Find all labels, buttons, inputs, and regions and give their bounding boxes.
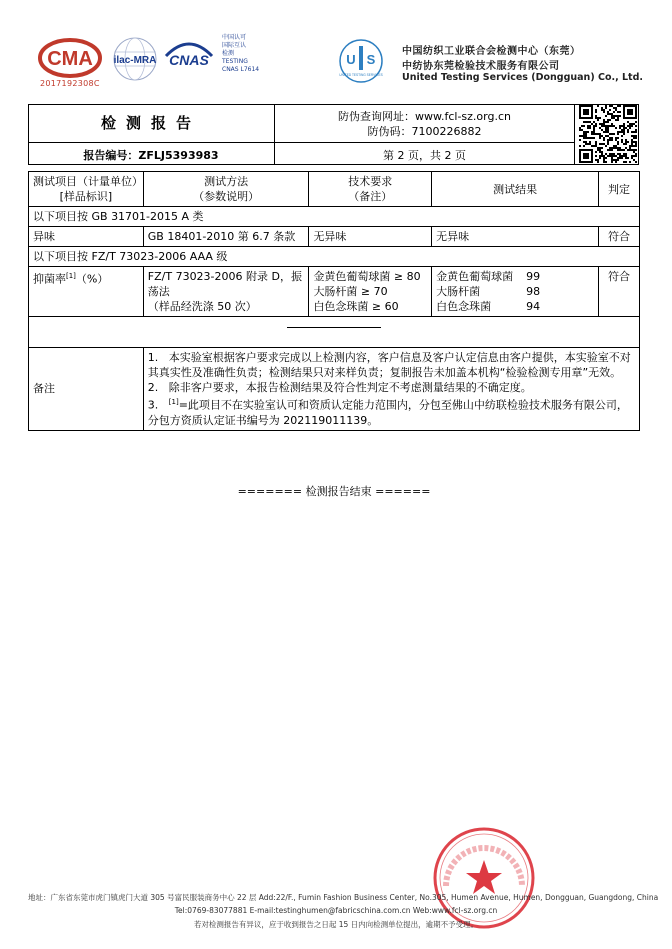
result-line — [436, 284, 594, 299]
footer-contact: Tel:0769-83077881 E-mail:testinghumen@fabricschina.com.cn Web:www.fcl-sz.org.cn — [174, 906, 498, 915]
ilac-mra-logo-icon — [110, 36, 160, 82]
method-line: 荡法 — [147, 285, 170, 298]
header-req-sub: （备注） — [348, 190, 393, 203]
header-method — [143, 172, 309, 207]
cell-requirement — [309, 267, 432, 317]
result-line — [436, 299, 594, 314]
footnote-marker: [1] — [168, 398, 179, 406]
cell-judgement: 符合 — [599, 227, 640, 247]
cell-item — [29, 267, 144, 317]
uts-name-en: United Testing Services (Dongguan) Co., Ltd. — [402, 72, 643, 83]
remark-text: 本实验室根据客户要求完成以上检测内容，客户信息及客户认定信息由客户提供，本实验室不对其真实性及准确性负责；检测结果只对来样负责；复制报告未加盖本机构“检验检测专用章”无效。 — [147, 351, 631, 379]
title-divider — [574, 104, 575, 165]
svg-text:CMA: CMA — [47, 48, 93, 70]
results-table — [28, 171, 640, 431]
report-title: 检测报告 — [100, 114, 201, 132]
svg-text:U: U — [346, 52, 356, 67]
method-line: FZ/T 73023-2006 附录 D，振 — [147, 270, 302, 283]
header-method-sub: （参数说明） — [193, 190, 260, 203]
cnas-line: 中国认可 — [222, 34, 247, 41]
header-item — [29, 172, 144, 207]
cell-method: GB 18401-2010 第 6.7 条款 — [143, 227, 309, 247]
cnas-line: 检测 — [222, 50, 235, 57]
result-value: 99 — [526, 270, 541, 283]
anti-fake-url: 防伪查询网址：www.fcl-sz.org.cn — [338, 110, 511, 123]
cma-registration-number: 2017192308C — [40, 79, 100, 88]
svg-text:UNITED TESTING SERVICES: UNITED TESTING SERVICES — [339, 73, 383, 77]
svg-text:S: S — [366, 52, 376, 67]
cell-judgement: 符合 — [599, 267, 640, 317]
header-item-sub: [样品标识] — [59, 190, 113, 203]
section-label: 以下项目按 GB 31701-2015 A 类 — [29, 207, 640, 227]
result-name: 白色念珠菌 — [436, 300, 492, 313]
cnas-accreditation-text — [222, 34, 259, 74]
result-value: 98 — [526, 285, 541, 298]
page-info: 第 2 页，共 2 页 — [383, 149, 466, 162]
header-req-label: 技术要求 — [348, 175, 393, 188]
method-line: （样品经洗涤 50 次） — [147, 300, 257, 313]
cnas-line: 国际互认 — [222, 42, 247, 49]
section-label: 以下项目按 FZ/T 73023-2006 AAA 级 — [29, 247, 640, 267]
remark-item — [148, 380, 635, 395]
section-row — [29, 247, 640, 267]
anti-fake-code: 防伪码：7100226882 — [367, 125, 482, 138]
requirement-line: 白色念珠菌 ≥ 60 — [313, 300, 399, 313]
separator-row — [29, 317, 640, 348]
requirement-line: 大肠杆菌 ≥ 70 — [313, 285, 388, 298]
result-name: 大肠杆菌 — [436, 285, 481, 298]
report-number: 报告编号：ZFLJ5393983 — [83, 149, 219, 162]
cnas-logo-icon — [162, 38, 216, 72]
cell-result — [432, 267, 599, 317]
item-name: 抑菌率 — [33, 272, 66, 286]
result-name: 金黄色葡萄球菌 — [436, 270, 514, 283]
uts-name-cn-primary: 中国纺织工业联合会检测中心（东莞） — [402, 46, 581, 57]
header-result: 测试结果 — [432, 172, 599, 207]
remark-number: 2. — [147, 381, 159, 394]
qr-code-icon — [579, 105, 637, 163]
result-value: 94 — [526, 300, 541, 313]
separator-cell — [29, 317, 640, 348]
remarks-row — [29, 348, 640, 431]
table-row — [29, 227, 640, 247]
title-divider — [28, 142, 575, 143]
remark-text: =此项目不在实验室认可和资质认定能力范围内，分包至佛山中纺联检验技术服务有限公司，分包方资质认定证书编号为 202119011139。 — [147, 398, 628, 427]
footnote-marker: [1] — [66, 272, 76, 280]
header-requirement — [309, 172, 432, 207]
result-line — [436, 269, 594, 284]
requirement-line: 金黄色葡萄球菌 ≥ 80 — [313, 270, 421, 283]
footer-notice: 若对检测报告有异议，应于收到报告之日起 15 日内向检测单位提出，逾期不予受理。 — [193, 920, 479, 929]
remark-text: 除非客户要求，本报告检测结果及符合性判定不考虑测量结果的不确定度。 — [168, 381, 532, 394]
remark-item — [148, 395, 635, 428]
cell-result: 无异味 — [432, 227, 599, 247]
header-judgement: 判定 — [599, 172, 640, 207]
cnas-line: CNAS L7614 — [222, 66, 260, 73]
footer-address: 地址：广东省东莞市虎门镇虎门大道 305 号富民服装商务中心 22 层 Add:22/F., Fumin Fashion Business Center, No.305, Humen Avenue, Humen, Dongguan, Guangdong, China — [28, 893, 659, 902]
cell-requirement: 无异味 — [309, 227, 432, 247]
table-row — [29, 267, 640, 317]
uts-logo-icon — [338, 38, 384, 84]
table-header-row — [29, 172, 640, 207]
cma-logo-icon — [38, 38, 102, 78]
remark-number: 3. — [147, 398, 159, 412]
header-method-label: 测试方法 — [204, 175, 249, 188]
svg-text:ilac-MRA: ilac-MRA — [113, 55, 157, 66]
cell-item: 异味 — [29, 227, 144, 247]
remarks-label: 备注 — [29, 348, 144, 431]
svg-text:CNAS: CNAS — [169, 52, 209, 68]
remark-number: 1. — [147, 351, 159, 364]
remarks-content — [143, 348, 639, 431]
uts-name-cn-secondary: 中纺协东莞检验技术服务有限公司 — [402, 61, 560, 72]
report-end-marker: ======= 检测报告结束 ====== — [237, 485, 431, 498]
remark-item — [148, 350, 635, 380]
cnas-line: TESTING — [222, 58, 248, 65]
header-item-label: 测试项目（计量单位） — [33, 175, 143, 188]
item-unit: （%） — [75, 272, 109, 286]
section-row — [29, 207, 640, 227]
separator-line — [287, 327, 381, 328]
cell-method — [143, 267, 309, 317]
